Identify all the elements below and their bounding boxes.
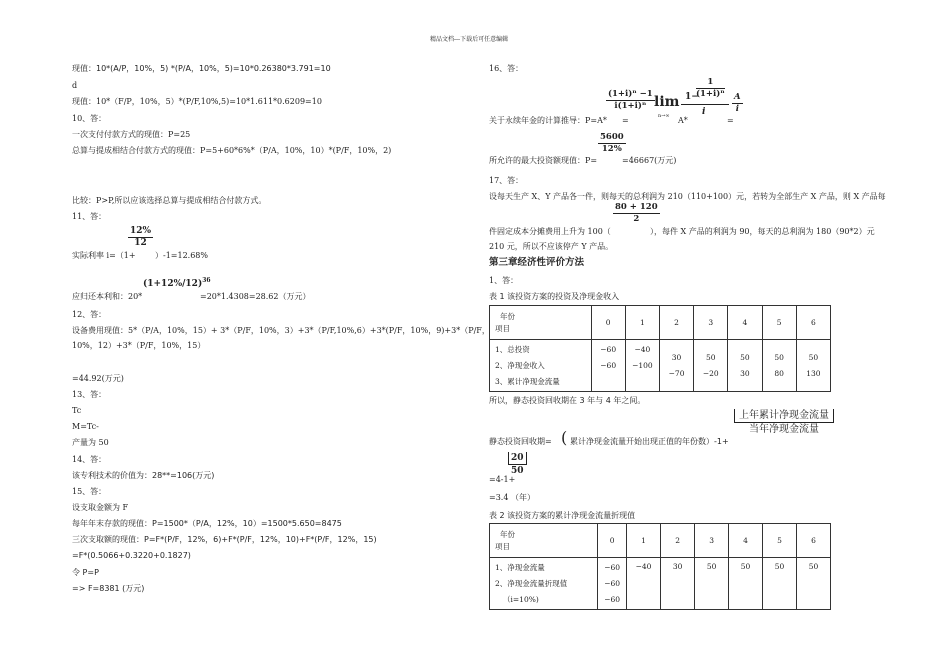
text-line: 10%，12）+3*（P/F，10%，15） [72, 341, 206, 350]
table-cell: 50 130 [796, 340, 830, 392]
question-11: 11、答： [72, 212, 107, 221]
text-line: 比较：P>P,所以应该选择总算与提成相结合付款方式。 [72, 196, 267, 205]
fraction-denominator: 12 [134, 238, 147, 248]
year-header: 4 [729, 524, 763, 558]
text-line: 应归还本利和：20* [72, 292, 143, 301]
text-line: 现值：10*(A/P，10%，5) *(P/A，10%，5)=10*0.26380*3.791=10 [72, 64, 331, 73]
limit-symbol: lim [654, 94, 680, 110]
text-line: 总算与提成相结合付款方式的现值：P=5+60*6%*（P/A，10%，10）*(P/F，10%，2) [72, 146, 392, 155]
question-10: 10、答： [72, 114, 107, 123]
question-14: 14、答： [72, 455, 107, 464]
text-line: 该专利技术的价值为：28**=106(万元) [72, 471, 215, 480]
year-header: 6 [797, 524, 831, 558]
table-cell: 30 [661, 558, 695, 610]
fraction-denominator: i [702, 107, 706, 117]
year-header: 1 [626, 524, 660, 558]
question-16: 16、答： [489, 64, 524, 73]
table-cell: 50 [695, 558, 729, 610]
text-line: 设每天生产 X、Y 产品各一件，则每天的总利润为 210（110+100）元，若转为全部生产 X 产品，则 X 产品每 [489, 192, 886, 201]
text-line: 设备费用现值：5*（P/A，10%，15）+ 3*（P/F，10%，3）+3*（P/F,10%,6）+3*(P/F，10%，9)+3*（P/F， [72, 326, 490, 335]
year-header: 6 [796, 306, 830, 340]
text-line: =44.92(万元) [72, 374, 124, 383]
question-12: 12、答： [72, 310, 107, 319]
text-line: d [72, 81, 78, 90]
year-header: 5 [762, 306, 796, 340]
fraction-annuity-factor: $\frac{\text{(1+i)ⁿ −1}}{\text{i(1+i)ⁿ}}$ [608, 89, 653, 111]
text-line: 累计净现金流量开始出现正值的年份数）-1+ [570, 437, 729, 446]
table-cell: −60 −60 −60 [598, 558, 626, 610]
year-header: 4 [728, 306, 762, 340]
fraction-12-percent-over-12 [128, 226, 153, 249]
discounted-flow-table [489, 523, 831, 610]
table-cell: 50 [729, 558, 763, 610]
table-cell: −40 −100 [625, 340, 659, 392]
table-cell: 50 −20 [694, 340, 728, 392]
text-line: =3.4 （年） [489, 493, 535, 502]
table-cell: −40 [626, 558, 660, 610]
fraction-20-over-50: $\frac{20}{50}$ [508, 452, 527, 477]
text-line: ）-1=12.68% [155, 251, 208, 260]
year-header: 0 [591, 306, 625, 340]
equals: = [727, 116, 734, 125]
text-line: 所允许的最大投资额现值：P= [489, 156, 598, 165]
year-header: 2 [661, 524, 695, 558]
fraction-cumulative-flow: 上年累计净现金流量 当年净现金流量 [734, 409, 834, 436]
text-line: 一次支付付款方式的现值：P=25 [72, 130, 191, 139]
table-cell: 50 [797, 558, 831, 610]
chapter-heading: 第三章经济性评价方法 [489, 257, 585, 268]
one-minus: 1− [685, 92, 699, 102]
text-line: 所以，静态投资回收期在 3 年与 4 年之间。 [489, 396, 646, 405]
text-line: 关于永续年金的计算推导：P=A* [489, 116, 607, 125]
text-line: 令 P=P [72, 568, 99, 577]
table-cell: 30 −70 [659, 340, 693, 392]
fraction-5600-over-12-percent: $\frac{5600}{12\%}$ [600, 132, 624, 154]
text-line: 210 元，所以不应该停产 Y 产品。 [489, 242, 614, 251]
text-line: M=Tc- [72, 422, 99, 431]
question-17: 17、答： [489, 176, 524, 185]
limit-subscript: n→∞ [658, 113, 670, 119]
text-line: 产量为 50 [72, 438, 109, 447]
year-header: 1 [625, 306, 659, 340]
text-line: =F*(0.5066+0.3220+0.1827) [72, 551, 191, 560]
table-header-cell: 年份 项目 [490, 524, 598, 558]
text-line: Tc [72, 406, 82, 415]
year-header: 3 [694, 306, 728, 340]
year-header: 5 [763, 524, 797, 558]
table-cell: −60 −60 [591, 340, 625, 392]
compound-expression: $(1+12\%/12)^{36}$ [143, 277, 211, 289]
table-caption: 表 2 该投资方案的累计净现金流量折现值 [489, 511, 636, 520]
table-caption: 表 1 该投资方案的投资及净现金收入 [489, 292, 620, 301]
text-line: ），每件 X 产品的利润为 90，每天的总利润为 180（90*2）元 [650, 227, 875, 236]
table-row-labels: 1、净现金流量 2、净现金流量折现值 （i=10%) [490, 558, 598, 610]
year-header: 3 [695, 524, 729, 558]
table-row-labels: 1、总投资 2、净现金收入 3、累计净现金流量 [490, 340, 592, 392]
text-line: 每年年末存款的现值：P=1500*（P/A，12%，10）=1500*5.650=8475 [72, 519, 342, 528]
text-line: 设支取金额为 F [72, 503, 129, 512]
table-cell: 50 80 [762, 340, 796, 392]
question-15: 15、答： [72, 487, 107, 496]
investment-table [489, 305, 831, 392]
page-header: 精品文档---下载后可任意编辑 [430, 36, 509, 43]
text-line: =4-1+ [489, 475, 516, 484]
question-13: 13、答： [72, 390, 107, 399]
fraction-bar [681, 104, 729, 105]
text-line: =46667(万元) [622, 156, 677, 165]
text-line: A* [678, 116, 688, 125]
text-line: => F=8381 (万元) [72, 584, 145, 593]
question-1: 1、答： [489, 276, 519, 285]
table-cell: 50 30 [728, 340, 762, 392]
fraction-80-plus-120-over-2: $\frac{80 + 120}{2}$ [615, 202, 658, 224]
year-header: 2 [659, 306, 693, 340]
text-line: 现值：10*（F/P，10%，5）*(P/F,10%,5)=10*1.611*0.6209=10 [72, 97, 322, 106]
text-line: 实际利率 i=（1+ [72, 251, 136, 260]
text-line: 静态投资回收期= [489, 437, 552, 446]
fraction-limit-inner: $\frac{1}{\text{(1+i)ⁿ}}$ [696, 77, 725, 99]
text-line: 三次支取额的现值：P=F*(P/F，12%，6)+F*(P/F，12%，10)+F*(P/F，12%，15) [72, 535, 377, 544]
text-line: =20*1.4308=28.62（万元） [200, 292, 311, 301]
fraction-A-over-i: $\frac{A}{i}$ [734, 92, 741, 114]
year-header: 0 [598, 524, 626, 558]
left-parenthesis: ( [561, 428, 568, 447]
table-cell: 50 [763, 558, 797, 610]
table-header-cell: 年份 项目 [490, 306, 592, 340]
equals: = [622, 116, 629, 125]
fraction-numerator: 12% [130, 226, 152, 236]
text-line: 件固定成本分摊费用上升为 100（ [489, 227, 611, 236]
